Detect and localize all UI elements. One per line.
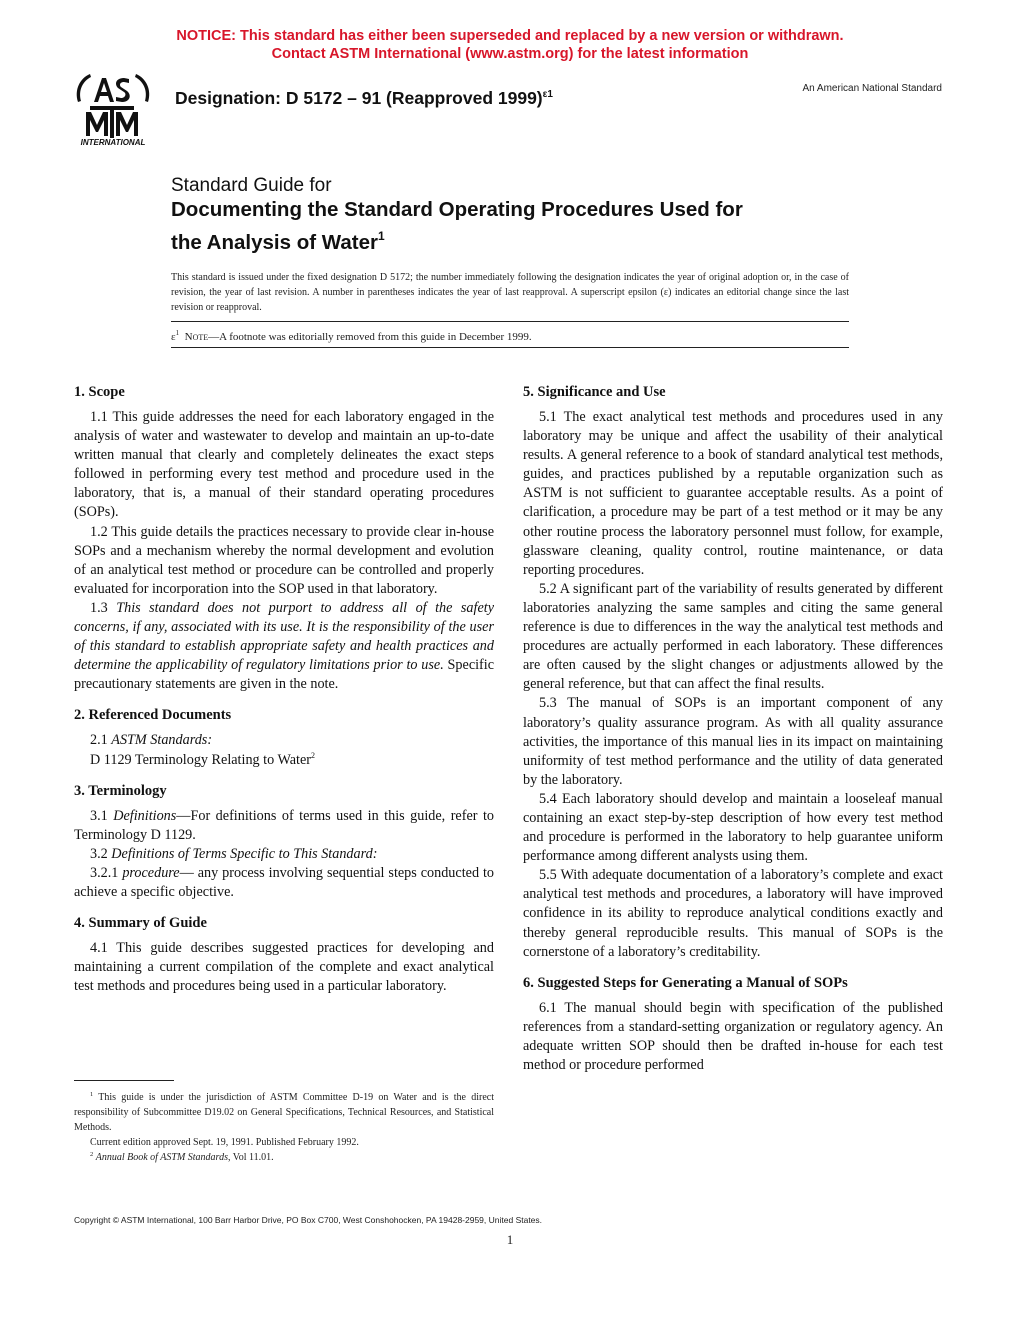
designation-superscript: ε1 xyxy=(542,89,553,100)
title-line-3: the Analysis of Water$^1$ xyxy=(171,229,385,254)
withdrawal-notice xyxy=(0,27,1020,63)
astm-logo xyxy=(64,72,162,148)
title-line-1: Standard Guide for xyxy=(171,175,332,196)
designation-text: Designation: D 5172 – 91 (Reapproved 1999) xyxy=(175,88,543,108)
section-1-2: 1.2 This guide details the practices necessary to provide clear in-house SOPs and a mechanism whereby the normal development and evolution of an analytical test method or procedure can be controlled and properly evaluated for incorporation into the SOP used in that laboratory. xyxy=(74,523,494,597)
notice-line-1: NOTICE: This standard has either been superseded and replaced by a new version or withdrawn. xyxy=(176,28,844,44)
section-2-heading: 2. Referenced Documents xyxy=(74,707,232,724)
section-1-heading: 1. Scope xyxy=(74,384,125,400)
page-number: 1 xyxy=(506,1232,514,1247)
section-5-2: 5.2 A significant part of the variability of results generated by different laboratories analyzing the same samples and citing the same general reference is due to differences in the way the analytical test methods and procedures are actually performed in each laboratory. These differences are often caused by the slight changes or adjustments allowed by the general reference, but that can affect the final results. xyxy=(523,580,943,693)
footnote-1-edition: Current edition approved Sept. 19, 1991. Published February 1992. xyxy=(90,1137,359,1148)
footnote-divider xyxy=(74,1080,174,1081)
footnote-2: $^2$ Annual Book of ASTM Standards, Vol 11.01. xyxy=(90,1151,274,1163)
section-5-1: 5.1 The exact analytical test methods and procedures used in any laboratory may be unique and affect the usability of their analytical results. A general reference to a book of standard analytical test methods, guides, and practices published by a reputable organization such as ASTM is not sufficient to guarantee acceptable results. As a point of clarification, a procedure may be part of a test method or it may be any other routine process the laboratory personnel must follow, for example, glassware cleaning, quality control, routine maintenance, or data reporting procedures. xyxy=(523,409,943,578)
section-5-heading: 5. Significance and Use xyxy=(523,384,666,400)
section-4-1: 4.1 This guide describes suggested practices for developing and maintaining a current compilation of the complete and exact analytical test methods and procedures being used in a particular laboratory. xyxy=(74,940,494,995)
right-column xyxy=(523,383,943,1075)
reference-d1129: D 1129 Terminology Relating to Water$^2$ xyxy=(90,750,316,768)
footnote-1: $^1$ This guide is under the jurisdiction of ASTM Committee D-19 on Water and is the direct responsibility of Subcommittee D19.02 on General Specifications, Technical Resources, and Statistical Methods. xyxy=(74,1091,494,1133)
section-3-2: 3.2 Definitions of Terms Specific to This Standard: xyxy=(90,845,378,862)
section-6-1: 6.1 The manual should begin with specification of the published references from a standard-setting organization or regulatory agency. An adequate written SOP should then be drafted in-house for each test method or procedure performed xyxy=(523,999,943,1073)
designation xyxy=(175,88,553,109)
section-3-heading: 3. Terminology xyxy=(74,782,167,799)
copyright: Copyright © ASTM International, 100 Barr Harbor Drive, PO Box C700, West Conshohocken, PA 19428-2959, United States. xyxy=(74,1215,543,1225)
epsilon-note: $\varepsilon^1$ Note—A footnote was editorially removed from this guide in December 1999. xyxy=(171,329,532,343)
title-line-2: Documenting the Standard Operating Procedures Used for xyxy=(171,198,743,221)
section-4-heading: 4. Summary of Guide xyxy=(74,915,207,932)
divider-bottom xyxy=(171,347,849,348)
section-5-4: 5.4 Each laboratory should develop and maintain a looseleaf manual containing an exact step-by-step description of how every test method and procedure is performed in the laboratory to help guarantee uniform performance among different analysts using them. xyxy=(523,790,943,865)
american-national-standard-label: An American National Standard xyxy=(802,83,942,94)
document-title xyxy=(171,175,743,256)
section-1-3: 1.3 This standard does not purport to address all of the safety concerns, if any, associated with its use. It is the responsibility of the user of this standard to establish appropriate safety and health practices and determine the applicability of regulatory limitations prior to use. Specific precautionary statements are given in the note. xyxy=(74,599,495,693)
left-column xyxy=(74,383,494,996)
section-1-1: 1.1 This guide addresses the need for each laboratory engaged in the analysis of water and wastewater to develop and maintain an up-to-date written manual that clearly and completely delineates the exact steps followed in performing every test method and procedure used in the laboratory, that is, a manual of their standard operating procedures (SOPs). xyxy=(74,409,494,521)
section-3-2-1: 3.2.1 procedure— any process involving sequential steps conducted to achieve a specific objective. xyxy=(74,864,495,900)
logo-subtitle: INTERNATIONAL xyxy=(80,138,146,147)
notice-line-2: Contact ASTM International (www.astm.org) for the latest information xyxy=(271,46,749,62)
section-3-1: 3.1 Definitions—For definitions of terms used in this guide, refer to Terminology D 1129. xyxy=(74,807,494,843)
footnotes xyxy=(74,1090,494,1165)
title-footnote-ref: 1 xyxy=(377,229,385,243)
issuance-statement: This standard is issued under the fixed designation D 5172; the number immediately following the designation indicates the year of original adoption or, in the case of revision, the year of last revision. A number in parentheses indicates the year of last reapproval. A superscript epsilon (ε) indicates an editorial change since the last revision or reapproval. xyxy=(171,272,849,313)
section-5-3: 5.3 The manual of SOPs is an important component of any laboratory’s quality assurance program. As with all quality assurance activities, the importance of this manual lies in its impact on maintaining uniformity of test method performance and the utility of data generated by the laboratory. xyxy=(523,695,943,788)
section-6-heading: 6. Suggested Steps for Generating a Manual of SOPs xyxy=(523,974,848,991)
section-2-1: 2.1 ASTM Standards: xyxy=(90,732,213,749)
divider-top xyxy=(171,321,849,322)
note-label: Note xyxy=(184,331,209,343)
section-5-5: 5.5 With adequate documentation of a laboratory’s complete and exact analytical test methods and procedures, a laboratory will have improved confidence in its ability to reproduce analytical conditions exactly and thereby general reproducible results. This manual of SOPs is the cornerstone of a laboratory’s creditability. xyxy=(523,867,943,960)
